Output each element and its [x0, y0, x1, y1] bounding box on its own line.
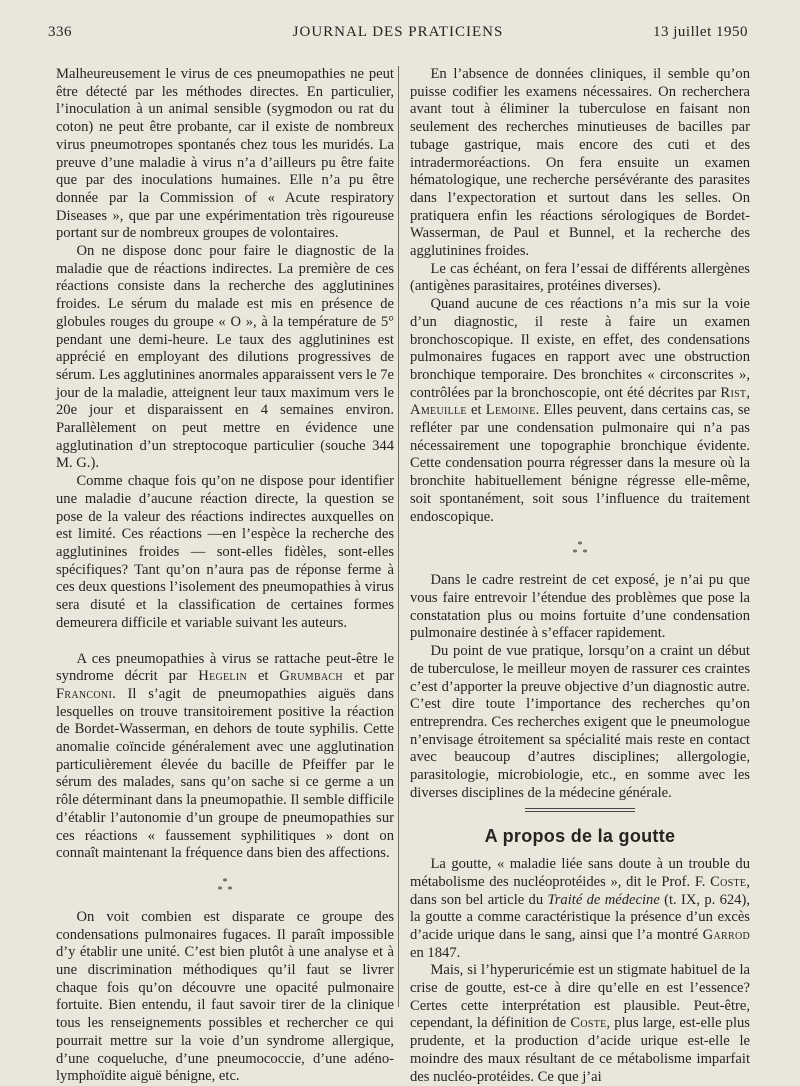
paragraph: [56, 651, 394, 863]
author-name: Rist: [720, 384, 747, 401]
left-column: [56, 66, 394, 1085]
page-number: 336: [48, 24, 72, 40]
page-header: [48, 22, 748, 46]
asterism-separator: * * *: [217, 876, 233, 896]
text-run: , dans son bel article du: [410, 873, 750, 908]
text-run: et: [247, 668, 280, 685]
paragraph: En l’absence de données cliniques, il semble qu’on puisse codifier les examens nécessaires. On recherchera avant tout à éliminer la tuberculose en faisant non seulement des recherches minutieuses de bacilles par tubage gastrique, mais encore des cuti et des intradermoréactions. On fera ensuite un examen hématologique, une recherche persévérante des parasites dans l’expectoration et surtout dans les selles. On pratiquera enfin les réactions sérologiques de Bordet-Wasserman, de Paul et Bunnel, et la recherche des agglutinines froides.: [410, 66, 750, 260]
journal-title: JOURNAL DES PRATICIENS: [292, 24, 504, 40]
paragraph: On voit combien est disparate ce groupe des condensations pulmonaires fugaces. Il paraît impossible d’y établir une unité. C’est bien plutôt à une analyse et à une discrimination méthodiques qu’il faut se livrer chaque fois qu’on découvre une opacité pulmonaire fortuite. Bien entendu, il faut savoir tirer de la clinique tous les renseignements possibles et rechercher ce qui pourrait mettre sur la voie d’un syndrome allergique, d’une coqueluche, d’une pneumococcie, d’une adéno-lymphoïdite aiguë bénigne, etc.: [56, 908, 394, 1085]
text-run: Mais, si l’hyperuricémie est un stigmate habituel de la crise de goutte, est-ce à dire qu’elle en est l’essence? Certes cette interprétation est plausible. Peut-être, cependant, la définition de: [410, 962, 750, 1032]
text-run: ,: [746, 384, 750, 401]
paragraph: [410, 296, 750, 526]
text-run: Quand aucune de ces réactions n’a mis sur la voie d’un diagnostic, il reste à faire un examen bronchoscopique. Il existe, en effet, des condensations pulmonaires fugaces en rapport avec une obstruction bronchique temporaire. Des bronchites « circonscrites », contrôlées par la bronchoscopie, ont été décrites par: [410, 296, 750, 401]
text-run: (t. IX, p. 624), la goutte a comme caractéristique la présence d’un excès d’acide urique dans le sang, ainsi que l’a montré: [410, 891, 750, 943]
paragraph: Comme chaque fois qu’on ne dispose pour identifier une maladie d’aucune réaction directe, la question se pose de la valeur des réactions indirectes auxquelles on est limité. Ces réactions —en l’espèce la recherche des agglutinines froides — sont-elles fidèles, sont-elles spécifiques? Tant qu’on n’aura pas de réponse ferme à ces deux questions l’isolement des pneumopathies à virus sera disuté et la classification de certaines formes demeurera difficile et variable suivant les auteurs.: [56, 473, 394, 631]
paragraph: Dans le cadre restreint de cet exposé, je n’ai pu que vous faire entrevoir l’étendue des problèmes que pose la constatation plus ou moins fortuite d’une condensation pulmonaire destinée à s’effacer rapidement.: [410, 572, 750, 642]
book-title: Traité de médecine: [547, 891, 660, 908]
author-name: Hegelin: [198, 668, 247, 685]
text-run: en 1847.: [410, 944, 461, 961]
paragraph: [410, 856, 750, 962]
author-name: Franconi: [56, 685, 113, 702]
section-title: A propos de la goutte: [484, 826, 676, 847]
spacer: [56, 633, 394, 651]
column-divider: [398, 66, 399, 1007]
text-run: A ces pneumopathies à virus se rattache peut-être le syndrome décrit par: [56, 650, 394, 685]
paragraph: Malheureusement le virus de ces pneumopathies ne peut être détecté par les méthodes directes. En particulier, l’inoculation à un animal sensible (sygmodon ou rat du coton) ne peut être probante, car il existe de nombreux virus pneumotropes spontanés chez tous les muridés. La preuve d’une maladie à virus n’a d’ailleurs pu être faite que par des inoculations humaines. Elle n’a pu être donnée par la Commission of « Acute respiratory Diseases », que par une expérimentation très rigoureuse portant sur de nombreux groupes de volontaires.: [56, 66, 394, 242]
paragraph: On ne dispose donc pour faire le diagnostic de la maladie que de réactions indirectes. La première de ces réactions consiste dans la recherche des agglutinines froides. Le sérum du malade est mis en présence de globules rouges du groupe « O », à la température de 5° pendant une demi-heure. Le taux des agglutinines est apprécié en employant des dilutions progressives de sérum. Les agglutinines anormales apparaissent vers le 7e jour de la maladie, atteignent leur taux maximum vers le 20e jour et disparaissent en 4 semaines environ. Parallèlement on peut mettre en évidence une agglutination d’un streptocoque particulier (souche 344 M. G.).: [56, 243, 394, 472]
text-run: La goutte, « maladie liée sans doute à un trouble du métabolisme des nucléoprotéides », dit le Prof. F.: [410, 856, 750, 890]
paragraph: Le cas échéant, on fera l’essai de différents allergènes (antigènes parasitaires, protéines diverses).: [410, 260, 750, 295]
author-name: Grumbach: [279, 668, 343, 685]
text-run: et par: [342, 668, 394, 685]
paragraph: [410, 962, 750, 1086]
author-name: Coste: [570, 1015, 607, 1032]
author-name: Lemoine: [485, 402, 536, 419]
issue-date: 13 juillet 1950: [653, 24, 748, 40]
author-name: Garrod: [702, 926, 750, 943]
author-name: Coste: [710, 873, 747, 890]
section-rule: [525, 808, 635, 812]
text-run: et: [466, 402, 486, 419]
paragraph: Du point de vue pratique, lorsqu’on a craint un début de tuberculose, le meilleur moyen de rassurer ces craintes c’est d’apporter la preuve objective d’un diagnostic autre. C’est dire toute l’importance des recherches qu’on entreprendra. Ces recherches exigent que le pneumologue n’envisage étroitement sa spécialité mais reste en contact avec beaucoup d’autres disciplines; allergologie, parasitologie, microbiologie, etc., en somme avec les diverses disciplines de la médecine générale.: [410, 643, 750, 801]
asterism-separator: * * *: [572, 540, 588, 560]
right-column: [410, 66, 750, 1085]
author-name: Ameuille: [410, 402, 467, 419]
text-run: . Elles peuvent, dans certains cas, se refléter par une condensation pulmonaire qui n’a pas nécessairement une topographie bronchique évidente. Cette condensation pourra régresser dans la mesure où la bronchite habituellement bénigne régresse elle-même, soit spontanément, soit sous l’influence du traitement endoscopique.: [410, 402, 750, 525]
text-run: . Il s’agit de pneumopathies aiguës dans lesquelles on trouve transitoirement positive la réaction de Bordet-Wasserman, en dehors de toute syphilis. Cette anomalie coïncide généralement avec une agglutination particulièrement élevée du bacille de Pfeiffer par le sérum des malades, sans qu’on sache si ce germe a un rôle déterminant dans la pneumopathie. Il semble difficile d’établir l’autonomie d’un groupe de pneumopathies sur ces réactions « faussement syphilitiques » dont on connaît maintenant la fréquence dans bien des affections.: [56, 685, 394, 862]
text-run: , plus large, est-elle plus prudente, et la production d’acide urique est-elle le moindre des maux résultant de ce métabolisme imparfait des nucléo-protéides. Ce que j’ai: [410, 1015, 750, 1085]
